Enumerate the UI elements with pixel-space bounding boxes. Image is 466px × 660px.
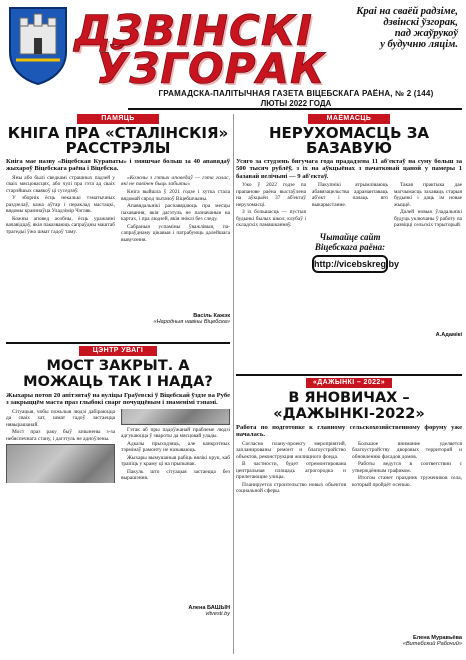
paragraph: Кніга выйшла ў 2021 годзе і хутка стала вядомай сярод чытачоў Віцебшчыны. — [121, 189, 230, 202]
pull-quote: «Кожны з гэтых аповедаў — гэта голас, які не павінен быць забыты» — [121, 174, 230, 188]
motto-line: дзвінскі ўзгорак, — [383, 17, 458, 28]
section-divider — [6, 342, 230, 344]
issue-date: ЛЮТЫ 2022 ГОДА — [260, 99, 332, 108]
paragraph: Сабраныя успаміны ўважлівыя, па-сапраўднаму цікавыя і патрабуюць далейшага вывучэння. — [121, 223, 230, 243]
article-harvest-body — [236, 441, 462, 635]
article-bridge-lead: Жыхары потоп 20 апітэнтаў на вуліцы Граўевскі ў Віцебскай ўздзе ва Рубе з закрыццём маста праз глыбокі сварг почуццёвым і знаменімі тэпамі. — [6, 392, 230, 407]
paragraph: У зборнік ёсць некалькі тэматычных раздзелаў, кажа аўтар і пераклад мастацкі, вядомы краязнаўца Уладзімір Чэгляк. — [6, 195, 115, 215]
rubric-property: МАЁМАСЦЬ — [308, 114, 390, 124]
article-harvest-lead: Работа по подготовке к главному сельскохозяйственному форуму уже началась. — [236, 424, 462, 439]
column-divider — [233, 114, 234, 654]
newspaper-title-line-2: ЎЗГОРАК — [96, 44, 326, 93]
paragraph: Ужо ў 2022 годзе па прапанове раёна выстаўлена на аўкцыён 37 аб'ектаў нерухомасці. — [236, 182, 306, 208]
paragraph: Кожны аповед асобны, ёсць уражанні вачавідцаў, якія паказваюць сапраўдны маштаб трагедыі ўжо шмат гадоў таму. — [6, 215, 115, 235]
paragraph: Пакуль што сітуацыя застаецца без вырашэння. — [121, 468, 230, 482]
article-property-col-2 — [312, 182, 388, 228]
masthead-rule — [128, 108, 462, 110]
article-book-headline: КНІГА ПРА «СТАЛІНСКІЯ» РАССТРЭЛЫ — [7, 124, 229, 157]
motto-line: пад жаўрукоў — [394, 28, 458, 39]
paragraph: З іх большасць — пустыя будынкі былых школ, клубаў і складскіх памяшканняў. — [236, 209, 306, 229]
author-source: «Витебский Рабочий» — [402, 640, 462, 647]
article-book-lead: Кніга мае назву «Віцебская Курапаты» і змяшчае больш за 40 апавядаў жыхароў Віцебскага раёна і Віцебска. — [6, 158, 230, 173]
rubric-focus: ЦЭНТР УВАГІ — [79, 346, 157, 356]
website-promo-title: Чытайце сайт Віцебскага раёна: — [314, 232, 386, 253]
paragraph: В частности, будет отремонтирована центральная площадь агрогородка и прилегающие улицы. — [236, 461, 346, 481]
masthead — [0, 0, 466, 108]
article-bridge — [6, 346, 230, 654]
author-source: «Народныя навіны Віцебска» — [153, 318, 230, 325]
coat-of-arms-icon — [6, 4, 70, 86]
newspaper-title-line-1: ДЗВІНСКІ — [74, 6, 313, 55]
article-bridge-headline: МОСТ ЗАКРЫТ. А МОЖАЦЬ ТАК І НАДА? — [23, 358, 213, 390]
paragraph: Пакупнікі атрымліваюць абавязацельства адрамантаваць аб'ект і пачаць яго выкарыстанне. — [312, 182, 388, 208]
website-promo — [312, 232, 400, 273]
motto-line: у будучню ляцім. — [380, 39, 458, 50]
paragraph: Яны або былі сведкамі страшных падзей у сваіх мясцовасцях, або чулі пра гэта ад сваіх старэйшых сваякоў ці суседзяў. — [6, 174, 115, 194]
article-property-col-3 — [394, 182, 462, 332]
author-signature: Васіль Кажэк — [193, 312, 230, 319]
paragraph: Апавядальнікі распавядаюць пра месцы пахавання, якія дагэтуль не пазначаныя на картах, і пра людзей, якія зніклі без следу. — [121, 203, 230, 222]
author-signature: Елена Муравьёва — [412, 634, 462, 641]
paragraph: Сітуацыя, чобы пожьлыя людзі дабіраюцца да сваіх хат, шмат гадоў застаецца нявырашанай. — [6, 408, 115, 428]
paragraph: Такая практыка дае магчымасць захаваць старыя будынкі і даць ім новае жыццё. — [394, 182, 462, 208]
newspaper-subtitle: ГРАМАДСКА-ПАЛІТЫЧНАЯ ГАЗЕТА ВІЦЕБСКАГА РАЁНА, № 2 (144) — [158, 89, 434, 98]
author-source: vitvesti.by — [205, 610, 230, 617]
article-harvest — [236, 378, 462, 654]
paragraph: Далей новыя ўладальнікі будуць уключаны ў работу па развіцці сельскіх тэрыторый. — [394, 209, 462, 229]
website-link[interactable]: http://vicebskreg.by — [312, 255, 388, 273]
author-signature: А.Адамікі — [435, 332, 462, 339]
article-property-columns — [236, 182, 462, 332]
article-property — [236, 114, 462, 372]
paragraph: Итогом станет праздник тружеников села, который пройдёт осенью. — [352, 475, 462, 488]
paragraph: Жыхары вымушаныя рабіць вялікі крук, каб трапіць у краму ці на прыпынак. — [121, 454, 230, 468]
paragraph: Большое внимание уделяется благоустройству дворовых территорий и обновлению фасадов домов. — [352, 440, 462, 460]
paragraph: Гэтак аб пры падоўжанай праблеме людзі адгукаюцца ў звароты да мясцовай улады. — [121, 426, 230, 440]
paragraph: Согласно плану-проекту мероприятий, запланированы ремонт и благоустройство объектов, реконструкция жилищного фонда. — [236, 440, 346, 460]
paragraph: Адказы прыходзяць, але канкрэтных тэрмінаў рамонту не называюць. — [121, 440, 230, 454]
author-signature: Алена БАШЫН — [188, 604, 230, 611]
article-bridge-body — [6, 409, 230, 605]
article-property-lead: Усяго за студзень бягучага года прададзена 11 аб'ектаў на суму больш за 500 тысяч рублёў, з іх на аўкцыёнах з пачатковай цаной у памеры 1 базавай велічыні — 9 аб'ектаў. — [236, 158, 462, 180]
paragraph: Мост праз раку быў зачынены з-за небяспечнага стану, і дагэтуль не адноўлены. — [6, 429, 115, 442]
article-property-headline: НЕРУХОМАСЦЬ ЗА БАЗАВУЮ — [268, 124, 430, 157]
article-harvest-headline: В ЯНОВИЧАХ – «ДАЖЫНКІ-2022» — [273, 390, 425, 422]
motto-line: Краі на сваёй радзіме, — [356, 6, 458, 17]
paragraph: Планируется строительство новых объектов социальной сферы. — [236, 481, 346, 495]
paragraph: Работы ведутся в соответствии с утверждённым графиком. — [352, 461, 462, 474]
motto — [318, 6, 458, 50]
article-book-body — [6, 175, 230, 313]
article-property-col-1 — [236, 182, 306, 332]
rubric-memory: ПАМЯЦЬ — [77, 114, 159, 124]
rubric-harvest: «ДАЖЫНКІ – 2022» — [306, 378, 392, 388]
article-book — [6, 114, 230, 340]
section-divider — [236, 374, 462, 376]
